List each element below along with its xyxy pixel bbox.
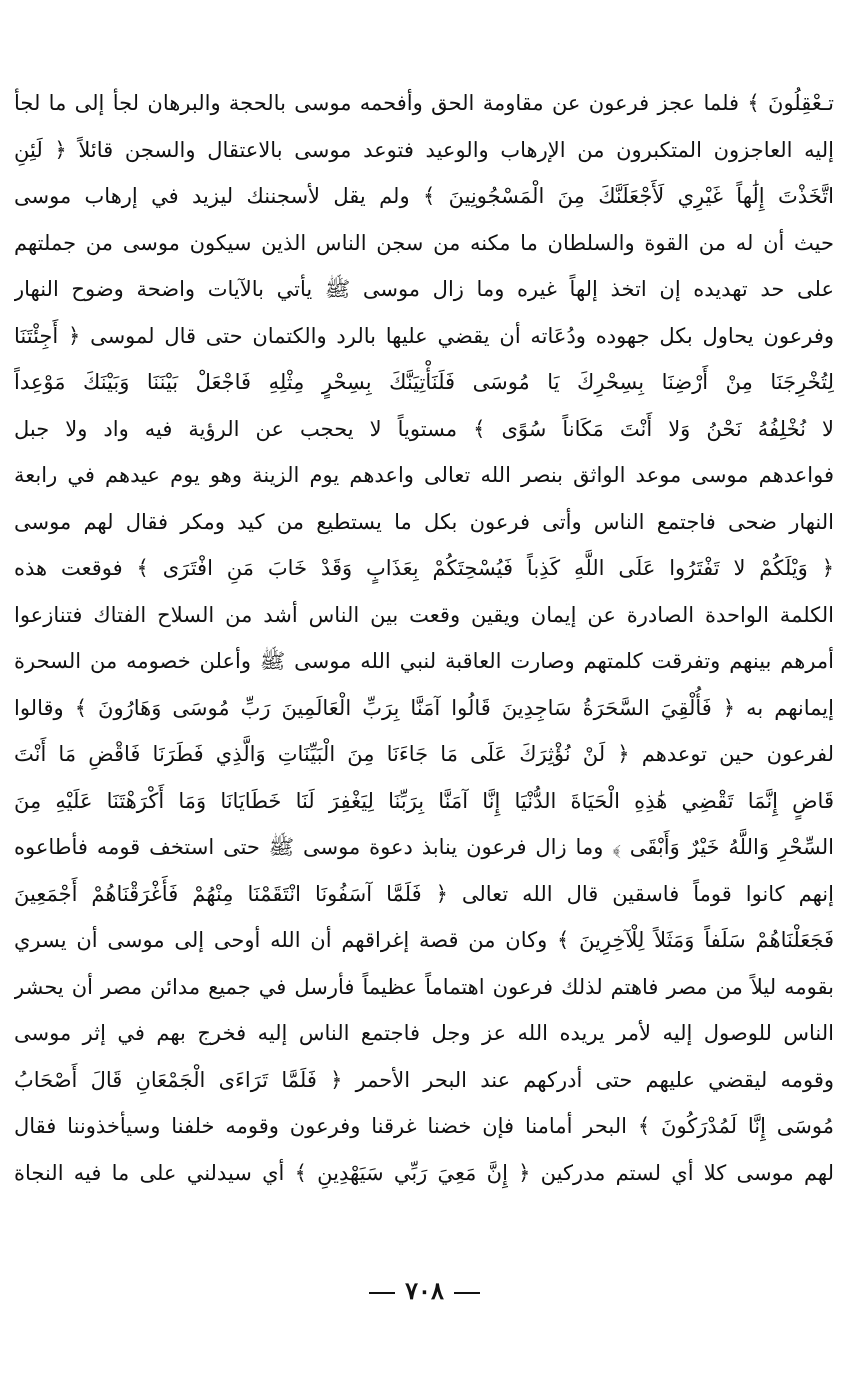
text-line-11: ﴿ وَيْلَكُمْ لا تَفْتَرُوا عَلَى اللَّهِ كَذِباً فَيُسْحِتَكُمْ بِعَذَابٍ وَقَدْ خَابَ مَنِ افْتَرَى ﴾ فوقعت هذه: [14, 556, 834, 580]
text-line-1: تـعْقِلُونَ ﴾ فلما عجز فرعون عن مقاومة الحق وأفحمه موسى بالحجة والبرهان لجأ إلى ما لجأ: [14, 91, 834, 115]
text-line-15: لفرعون حين توعدهم ﴿ لَنْ نُؤْثِرَكَ عَلَى مَا جَاءَنَا مِنَ الْبَيِّنَاتِ وَالَّذِي فَطَرَنَا فَاقْضِ مَا أَنْتَ: [14, 742, 834, 766]
text-line-24: لهم موسى كلا أي لستم مدركين ﴿ إِنَّ مَعِيَ رَبِّي سَيَهْدِينِ ﴾ أي سيدلني على ما فيه النجاة: [14, 1160, 834, 1185]
page-footer: [0, 1276, 849, 1305]
text-line-21: الناس للوصول إليه لأمر يريده الله عز وجل فاجتمع الناس إليه فخرج بهم في إثر موسى: [14, 1021, 834, 1045]
text-line-6: وفرعون يحاول بكل جهوده ودُعَاته أن يقضي عليها بالرد والكتمان حتى قال لموسى ﴿ أَجِئْتَنَا: [14, 323, 834, 348]
text-line-19: فَجَعَلْنَاهُمْ سَلَفاً وَمَثَلاً لِلْآخِرِينَ ﴾ وكان من قصة إغراقهم أن الله أوحى إلى موسى أن يسري: [14, 928, 834, 952]
text-line-17: السِّحْرِ وَاللَّهُ خَيْرٌ وَأَبْقَى ﴾ وما زال فرعون ينابذ دعوة موسى ﷺ حتى استخف قومه فأطاعوه: [14, 835, 834, 859]
text-line-13: أمرهم بينهم وتفرقت كلمتهم وصارت العاقبة لنبي الله موسى ﷺ وأعلن خصومه من السحرة: [14, 649, 834, 673]
page-number: ٧٠٨: [405, 1276, 444, 1305]
text-line-20: بقومه ليلاً من مصر فاهتم لذلك فرعون اهتماماً عظيماً فأرسل في جميع مدائن مصر أن يحشر: [14, 974, 834, 999]
text-line-16: قَاضٍ إِنَّمَا تَقْضِي هَٰذِهِ الْحَيَاةَ الدُّنْيَا إِنَّا آمَنَّا بِرَبِّنَا لِيَغْفِرَ لَنَا خَطَايَانَا وَمَا أَكْرَهْتَنَا عَلَيْهِ مِنَ: [14, 788, 834, 813]
text-line-10: النهار ضحى فاجتمع الناس وأتى فرعون بكل ما يستطيع من كيد ومكر فقال لهم موسى: [14, 509, 834, 534]
text-line-2: إليه العاجزون المتكبرون من الإرهاب والوعيد فتوعد موسى بالاعتقال والسجن قائلاً ﴿ لَئِنِ: [14, 137, 834, 162]
text-line-8: لا نُخْلِفُهُ نَحْنُ وَلا أَنْتَ مَكَاناً سُوًى ﴾ مستوياً لا يحجب عن الرؤية فيه واد ولا جبل: [14, 416, 834, 441]
text-line-4: حيث أن له من القوة والسلطان ما مكنه من سجن الناس الذين سيكون موسى من جملتهم: [14, 230, 834, 255]
text-line-7: لِتُخْرِجَنَا مِنْ أَرْضِنَا بِسِحْرِكَ يَا مُوسَى فَلَنَأْتِيَنَّكَ بِسِحْرٍ مِثْلِهِ فَاجْعَلْ بَيْنَنَا وَبَيْنَكَ مَوْعِداً: [14, 370, 834, 394]
text-line-18: إنهم كانوا قوماً فاسقين قال الله تعالى ﴿ فَلَمَّا آسَفُونَا انْتَقَمْنَا مِنْهُمْ فَأَغْرَقْنَاهُمْ أَجْمَعِينَ: [14, 881, 834, 906]
text-line-12: الكلمة الواحدة الصادرة عن إيمان ويقين وقعت بين الناس أشد من السلاح الفتاك فتنازعوا: [14, 602, 834, 627]
text-line-5: على حد تهديده إن اتخذ إلهاً غيره وما زال موسى ﷺ يأتي بالآيات واضحة وضوح النهار: [14, 277, 834, 301]
text-line-9: فواعدهم موسى موعد الواثق بنصر الله تعالى واعدهم يوم الزينة وهو يوم عيدهم في رابعة: [14, 463, 834, 487]
footer-dash-left: [369, 1292, 395, 1294]
page-body: [14, 80, 834, 1196]
footer-dash-right: [454, 1292, 480, 1294]
text-line-23: مُوسَى إِنَّا لَمُدْرَكُونَ ﴾ البحر أمامنا فإن خضنا غرقنا وفرعون وقومه خلفنا وسيأخذوننا فقال: [14, 1114, 834, 1138]
text-line-3: اتَّخَذْتَ إِلَٰهاً غَيْرِي لَأَجْعَلَنَّكَ مِنَ الْمَسْجُونِينَ ﴾ ولم يقل لأسجننك ليزيد في إرهاب موسى: [14, 184, 834, 208]
text-line-22: وقومه ليقضي عليهم حتى أدركهم عند البحر الأحمر ﴿ فَلَمَّا تَرَاءَى الْجَمْعَانِ قَالَ أَصْحَابُ: [14, 1067, 834, 1092]
text-line-14: إيمانهم به ﴿ فَأُلْقِيَ السَّحَرَةُ سَاجِدِينَ قَالُوا آمَنَّا بِرَبِّ الْعَالَمِينَ رَبِّ مُوسَى وَهَارُونَ ﴾ وقالوا: [14, 695, 834, 720]
